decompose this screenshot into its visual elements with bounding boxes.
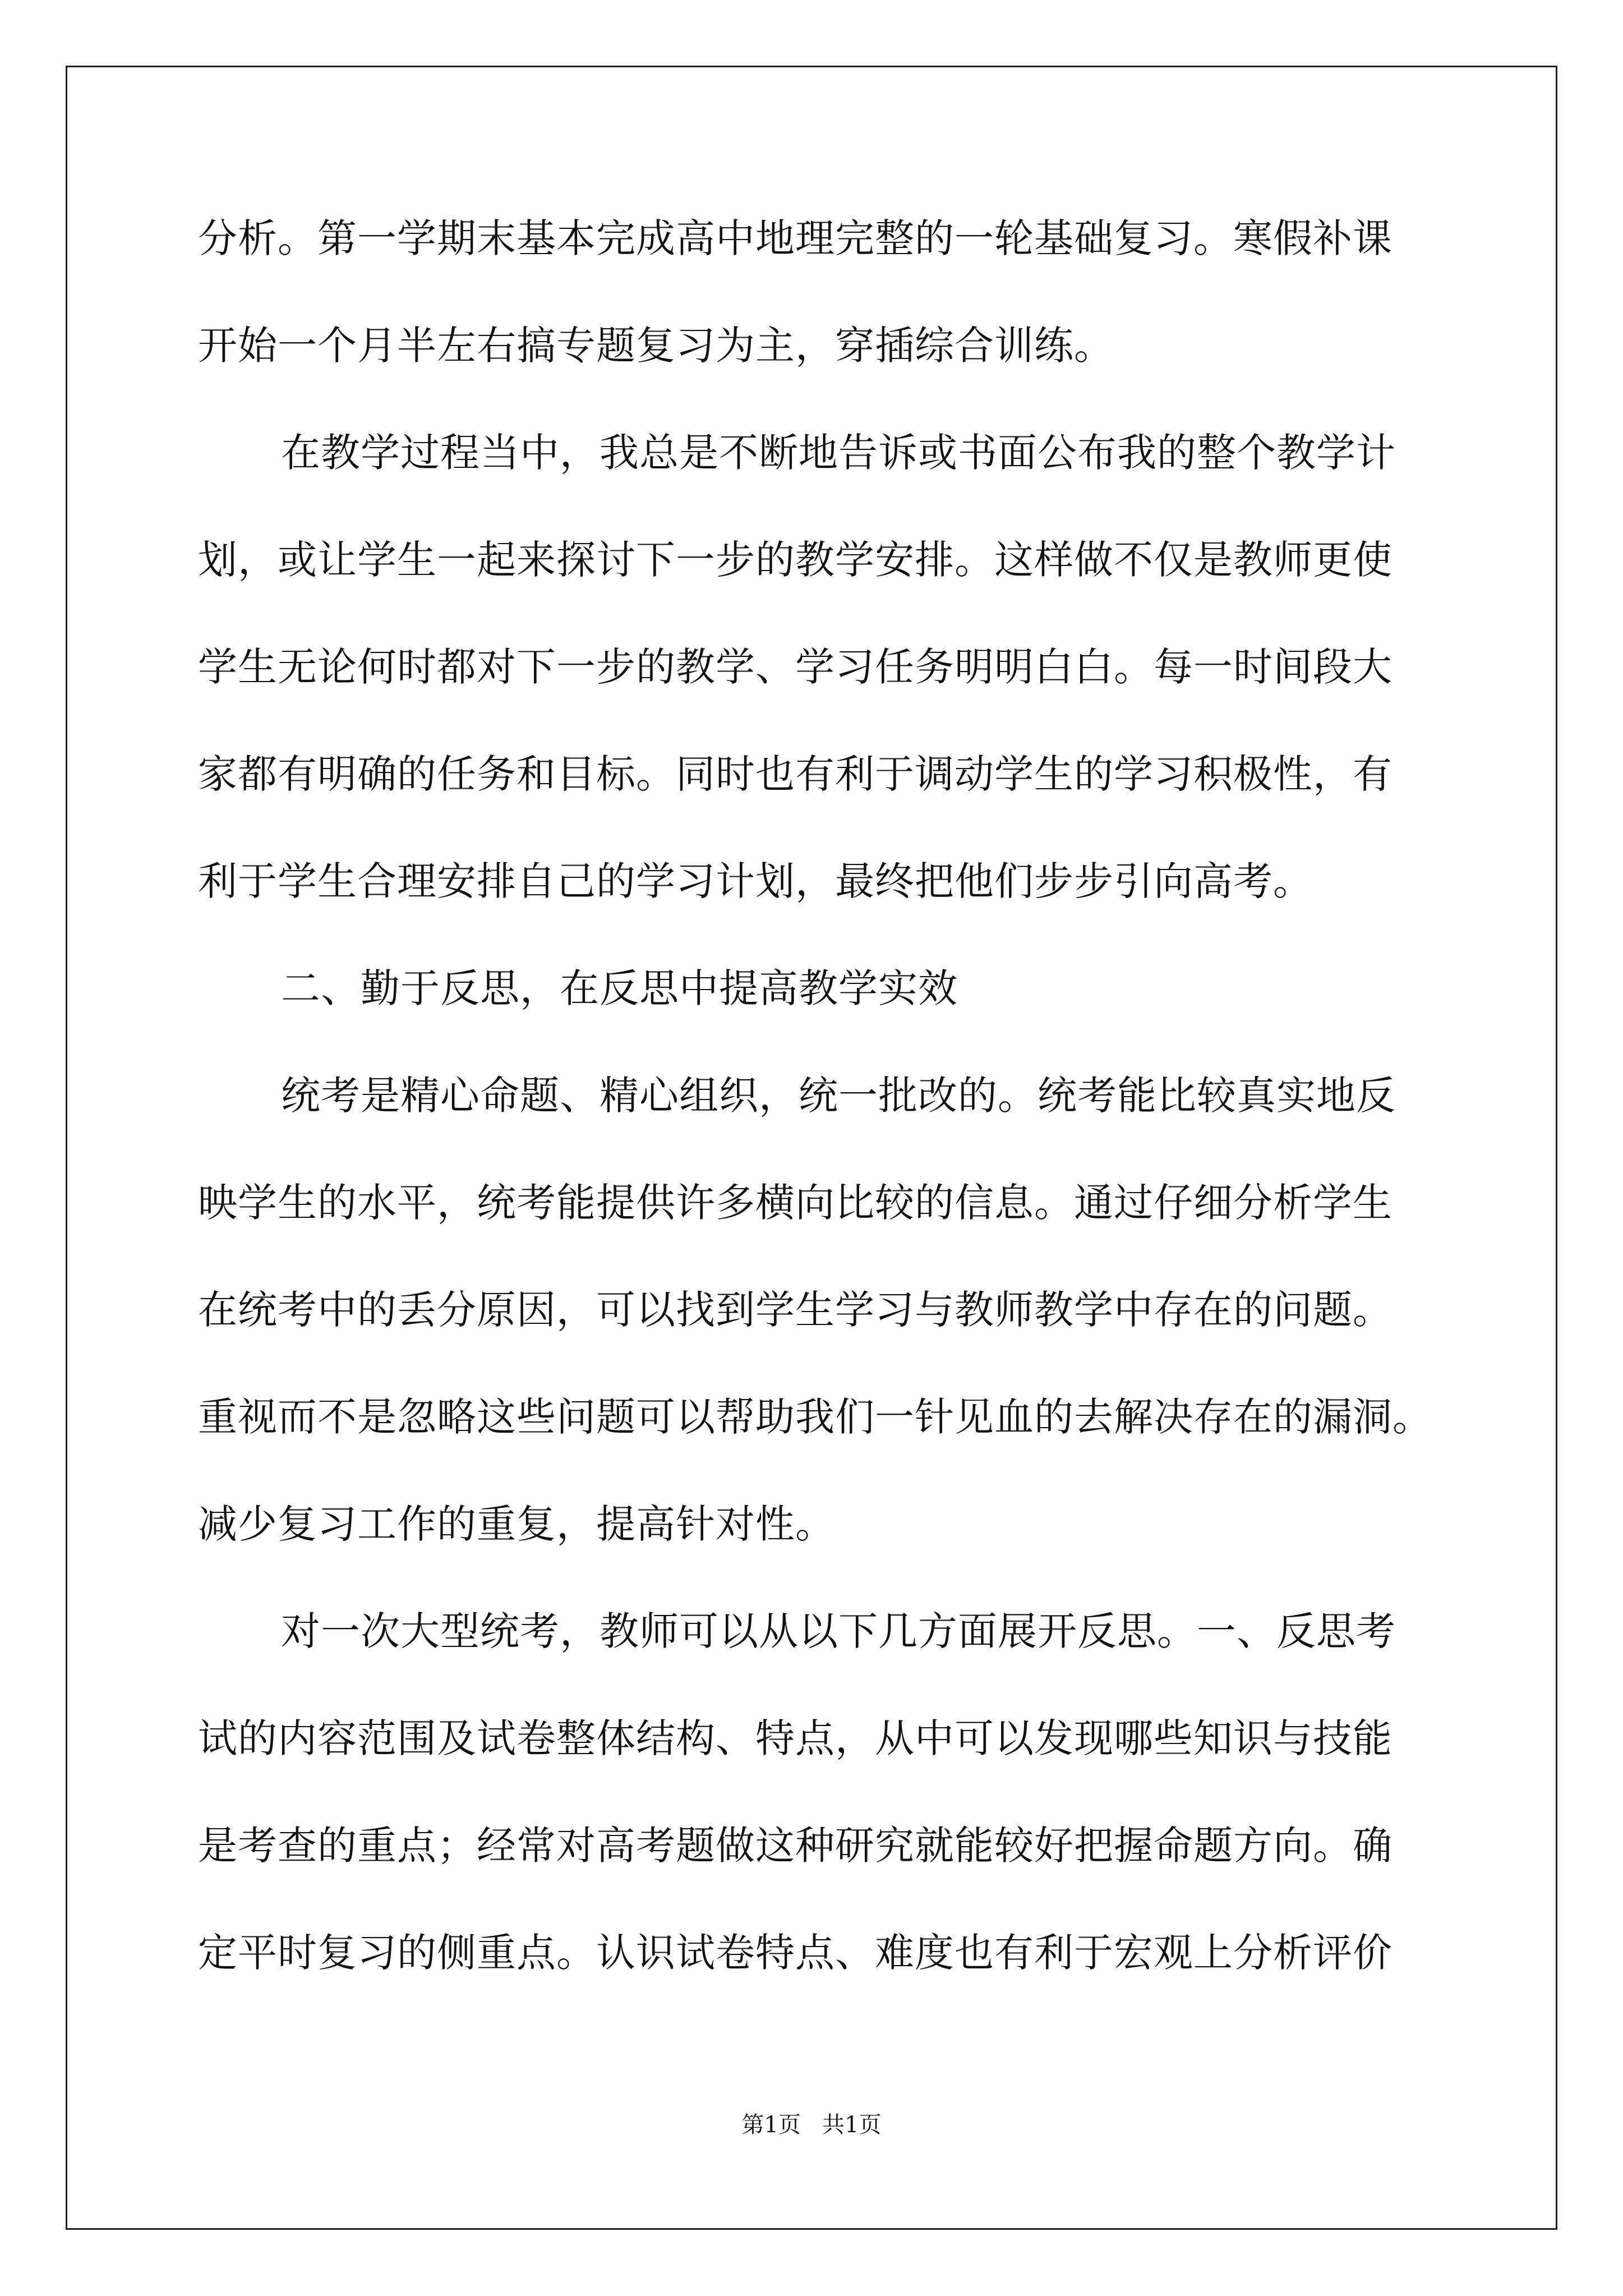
text-line: 划，或让学生一起来探讨下一步的教学安排。这样做不仅是教师更使	[198, 537, 1393, 583]
section-heading: 二、勤于反思，在反思中提高教学实效	[281, 965, 958, 1011]
paragraph-start: 在教学过程当中，我总是不断地告诉或书面公布我的整个教学计	[281, 430, 1396, 476]
page-number-footer: 第1页 共1页	[741, 2112, 882, 2138]
text-line: 开始一个月半左右搞专题复习为主，穿插综合训练。	[198, 323, 1114, 369]
text-line: 重视而不是忽略这些问题可以帮助我们一针见血的去解决存在的漏洞。	[198, 1394, 1432, 1440]
text-line: 试的内容范围及试卷整体结构、特点，从中可以发现哪些知识与技能	[198, 1715, 1393, 1761]
paragraph-start: 统考是精心命题、精心组织，统一批改的。统考能比较真实地反	[281, 1073, 1396, 1119]
paragraph-start: 对一次大型统考，教师可以从以下几方面展开反思。一、反思考	[281, 1608, 1396, 1654]
text-line: 分析。第一学期末基本完成高中地理完整的一轮基础复习。寒假补课	[198, 215, 1393, 261]
text-line: 是考查的重点；经常对高考题做这种研究就能较好把握命题方向。确	[198, 1823, 1393, 1869]
text-line: 减少复习工作的重复，提高针对性。	[198, 1501, 835, 1547]
text-line: 学生无论何时都对下一步的教学、学习任务明明白白。每一时间段大	[198, 644, 1393, 690]
text-line: 定平时复习的侧重点。认识试卷特点、难度也有利于宏观上分析评价	[198, 1930, 1393, 1976]
text-line: 家都有明确的任务和目标。同时也有利于调动学生的学习积极性，有	[198, 751, 1393, 797]
document-body	[198, 213, 1432, 2035]
text-line: 在统考中的丢分原因，可以找到学生学习与教师教学中存在的问题。	[198, 1287, 1393, 1333]
text-line: 利于学生合理安排自己的学习计划，最终把他们步步引向高考。	[198, 858, 1313, 904]
text-line: 映学生的水平，统考能提供许多横向比较的信息。通过仔细分析学生	[198, 1180, 1393, 1226]
